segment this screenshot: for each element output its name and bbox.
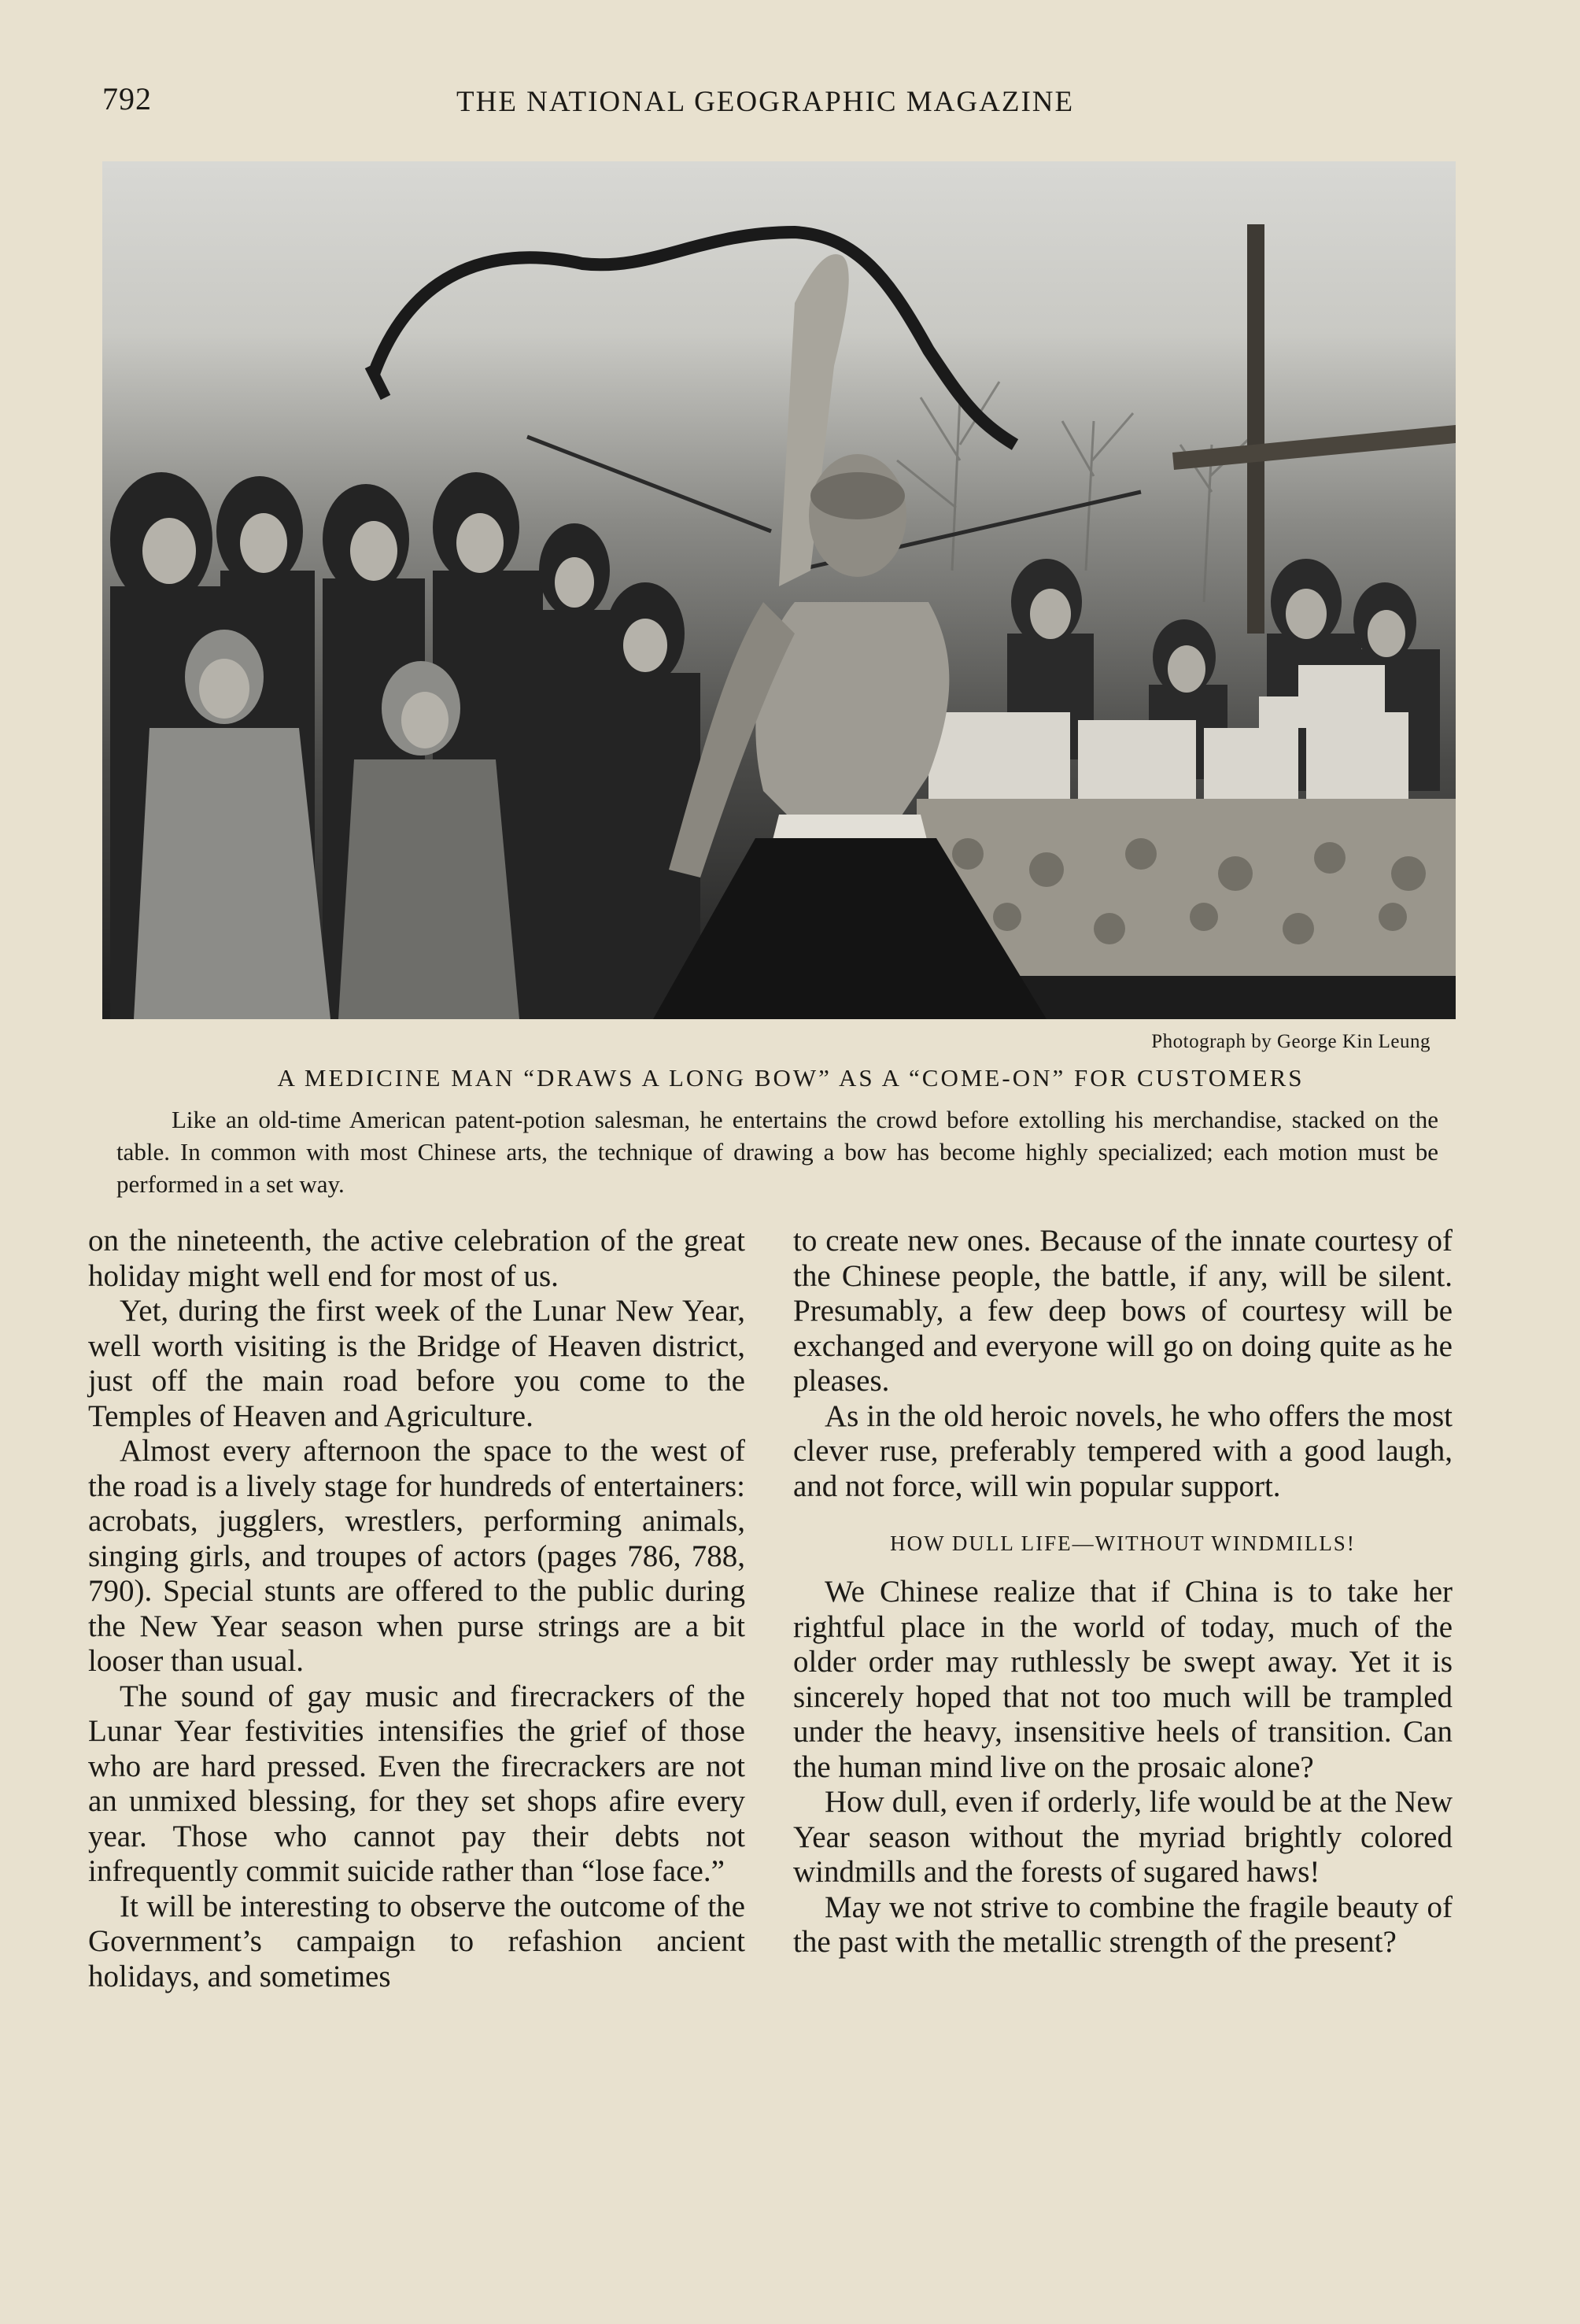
page-number: 792 [102, 81, 152, 116]
right-column-paragraph: to create new ones. Because of the innate courtesy of the Chinese people, the battle, if any, will be silent. Presumably, a few deep bows of courtesy will be exchanged and everyone will go on doing quite as he pleases. [793, 1224, 1453, 1398]
left-column-paragraph: on the nineteenth, the active celebration of the great holiday might well end for most of us. [88, 1224, 745, 1293]
photo-illustration [102, 161, 1456, 1019]
right-column-paragraph: As in the old heroic novels, he who offers the most clever ruse, preferably tempered with a good laugh, and not force, will win popular support. [793, 1398, 1453, 1503]
right-column-paragraph: May we not strive to combine the fragile beauty of the past with the metallic strength of the present? [793, 1890, 1453, 1959]
left-column-paragraph: It will be interesting to observe the outcome of the Government’s campaign to refashion ancient holidays, and sometimes [88, 1889, 745, 1993]
photo-credit: Photograph by George Kin Leung [1151, 1031, 1430, 1052]
right-column [793, 1224, 1453, 1960]
right-column-after-subhead [793, 1575, 1453, 1960]
right-column-before-subhead [793, 1224, 1453, 1504]
running-head: THE NATIONAL GEOGRAPHIC MAGAZINE [456, 86, 1075, 118]
left-column [88, 1224, 745, 1994]
left-column-paragraph: The sound of gay music and firecrackers of the Lunar Year festivities intensifies the grief of those who are hard pressed. Even the firecrackers are not an unmixed blessing, for they set shops afire every year. Those who cannot pay their debts not infrequently commit suicide rather than “lose face.” [88, 1679, 745, 1888]
right-column-paragraph: We Chinese realize that if China is to take her rightful place in the world of today, much of the older order may ruthlessly be swept away. Yet it is sincerely hoped that not too much will be trampled under the heavy, insensitive heels of transition. Can the human mind live on the prosaic alone? [793, 1575, 1453, 1784]
left-column-paragraph: Almost every afternoon the space to the west of the road is a lively stage for hundreds of entertainers: acrobats, jugglers, wrestlers, performing animals, singing girls, and troupes of actors (pages 786, 788, 790). Special stunts are offered to the public during the New Year season when purse strings are a bit looser than usual. [88, 1434, 745, 1678]
caption-body: Like an old-time American patent-potion salesman, he entertains the crowd before extolling his merchandise, stacked on the table. In common with most Chinese arts, the technique of drawing a bow has become highly specialized; each motion must be performed in a set way. [116, 1106, 1438, 1198]
caption-title: A MEDICINE MAN “DRAWS A LONG BOW” AS A “COME-ON” FOR CUSTOMERS [277, 1064, 1305, 1092]
left-column-paragraph: Yet, during the first week of the Lunar New Year, well worth visiting is the Bridge of Heaven district, just off the main road before you come to the Temples of Heaven and Agriculture. [88, 1294, 745, 1433]
medicine-man-photo [102, 161, 1456, 1019]
section-subhead: HOW DULL LIFE—WITHOUT WINDMILLS! [890, 1531, 1356, 1555]
right-column-paragraph: How dull, even if orderly, life would be at the New Year season without the myriad brightly colored windmills and the forests of sugared haws! [793, 1785, 1453, 1889]
